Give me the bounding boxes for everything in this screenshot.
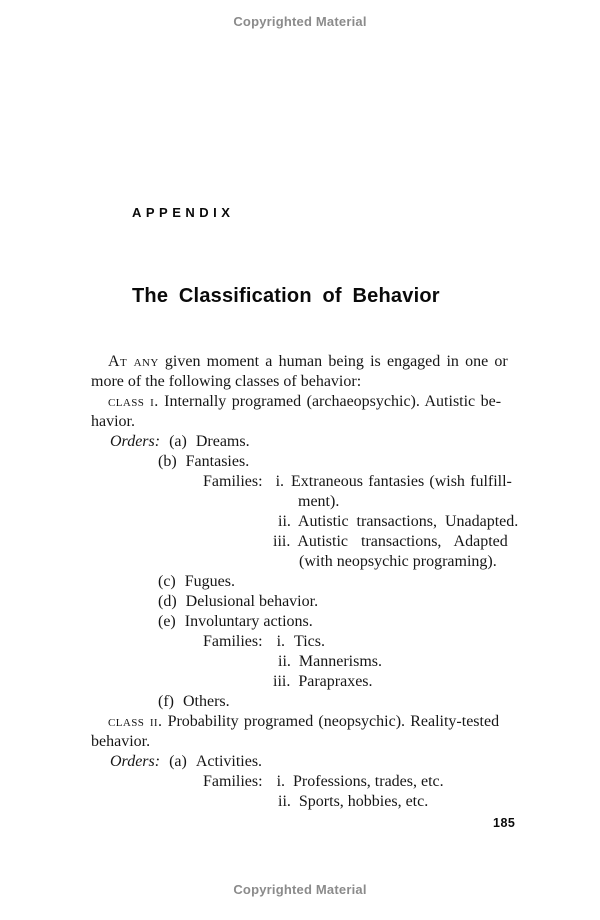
text-segment: At any (108, 353, 159, 370)
text-segment: more of the following classes of behavior: (91, 373, 362, 390)
text-segment: ii. (278, 513, 291, 530)
text-line (91, 672, 551, 692)
text-segment: Orders: (110, 753, 161, 770)
text-line (91, 512, 551, 532)
text-segment: Families: (203, 633, 263, 650)
text-line (91, 452, 551, 472)
text-line (91, 412, 551, 432)
text-segment: Activities. (195, 753, 263, 770)
body-text (91, 352, 551, 812)
text-segment: Tics. (294, 633, 325, 650)
text-line (91, 732, 551, 752)
text-segment: Fantasies. (185, 453, 250, 470)
text-segment: Parapraxes. (298, 673, 373, 690)
text-segment: Autistic transactions, Unadapted. (297, 513, 519, 530)
text-line (91, 712, 551, 732)
text-line (91, 472, 551, 492)
text-segment: Others. (182, 693, 230, 710)
text-segment: Fugues. (184, 573, 235, 590)
text-line (91, 492, 551, 512)
text-line (91, 592, 551, 612)
text-segment: (b) (158, 453, 177, 470)
text-line (91, 752, 551, 772)
text-segment: i. (275, 473, 285, 490)
text-line (91, 692, 551, 712)
text-segment: (a) (169, 433, 187, 450)
text-line (91, 372, 551, 392)
text-segment: ii. (278, 793, 291, 810)
text-segment: Probability programed (neopsychic). Reality-tested (162, 713, 500, 730)
text-line (91, 772, 551, 792)
text-segment: Professions, trades, etc. (293, 773, 444, 790)
text-segment: Families: (203, 773, 263, 790)
text-segment: Mannerisms. (298, 653, 382, 670)
text-segment: class ii. (108, 713, 163, 730)
text-line (91, 392, 551, 412)
text-line (91, 552, 551, 572)
text-segment: class i. (108, 393, 159, 410)
text-segment: Families: (203, 473, 263, 490)
text-segment: i. (276, 633, 286, 650)
text-segment: ii. (278, 653, 291, 670)
text-line (91, 792, 551, 812)
text-segment: Dreams. (195, 433, 250, 450)
text-segment: Involuntary actions. (184, 613, 313, 630)
text-segment: Delusional behavior. (185, 593, 319, 610)
text-line (91, 572, 551, 592)
text-segment: havior. (91, 413, 135, 430)
text-segment: Orders: (110, 433, 161, 450)
text-line (91, 532, 551, 552)
text-segment: (e) (158, 613, 176, 630)
text-segment: Extraneous fantasies (wish fulfill- (291, 473, 512, 490)
text-line (91, 652, 551, 672)
copyright-notice-bottom: Copyrighted Material (233, 882, 367, 897)
text-segment: (d) (158, 593, 177, 610)
text-line (91, 352, 551, 372)
text-segment: Internally programed (archaeopsychic). Autistic be- (158, 393, 502, 410)
text-segment: ment). (298, 493, 340, 510)
text-line (91, 612, 551, 632)
text-segment: (f) (158, 693, 174, 710)
appendix-kicker: APPENDIX (132, 205, 235, 220)
copyright-notice-top: Copyrighted Material (233, 14, 367, 29)
text-line (91, 432, 551, 452)
page-number: 185 (493, 816, 516, 830)
text-segment: iii. (273, 533, 291, 550)
text-segment: i. (276, 773, 286, 790)
page-title: The Classification of Behavior (132, 285, 440, 307)
text-segment: Autistic transactions, Adapted (297, 533, 508, 550)
text-segment: Sports, hobbies, etc. (298, 793, 429, 810)
text-segment: (with neopsychic programing). (299, 553, 497, 570)
text-segment: (a) (169, 753, 187, 770)
text-segment: behavior. (91, 733, 151, 750)
text-segment: iii. (273, 673, 291, 690)
text-segment: (c) (158, 573, 176, 590)
text-segment: given moment a human being is engaged in one or (158, 353, 508, 370)
text-line (91, 632, 551, 652)
